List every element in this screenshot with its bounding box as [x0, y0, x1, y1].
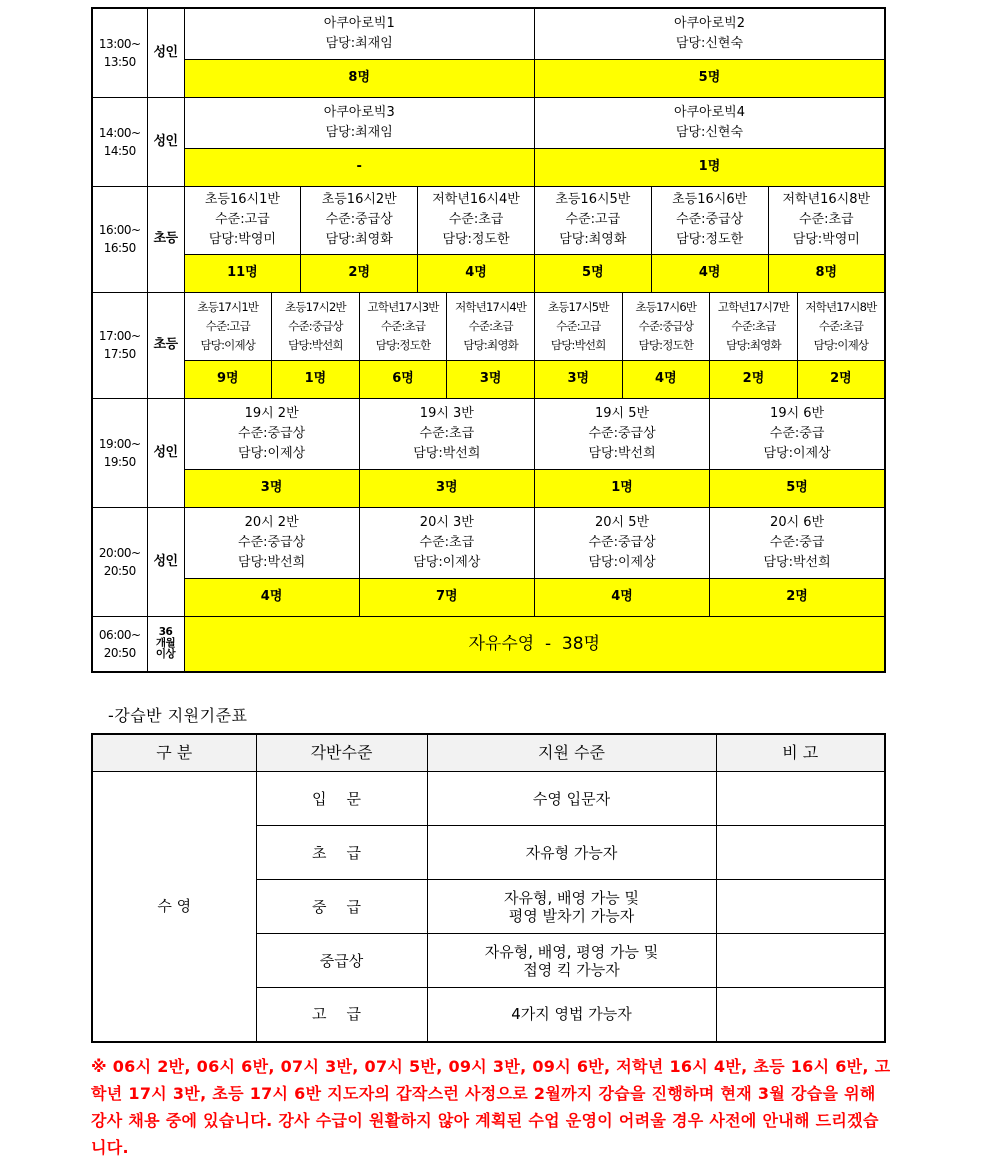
level-cell: 중급 [256, 880, 427, 934]
class-name: 초등16시5반 [555, 192, 631, 207]
category-cell: 초등 [147, 186, 184, 292]
column-header: 비 고 [716, 734, 885, 772]
class-cell [301, 186, 418, 254]
class-count: 2명 [710, 360, 798, 398]
class-cell [359, 398, 534, 469]
class-level: 수준:중급상 [288, 318, 343, 333]
time-slot [92, 186, 147, 292]
class-teacher: 담당:정도한 [638, 337, 694, 352]
class-count: 3명 [359, 469, 534, 507]
class-cell [534, 398, 709, 469]
class-level: 수준:중급 [769, 534, 825, 550]
class-level: 수준:중급상 [588, 534, 656, 550]
class-name: 초등17시5반 [547, 299, 609, 314]
class-count: 6명 [359, 360, 447, 398]
class-cell [359, 507, 534, 578]
class-count: 1명 [272, 360, 360, 398]
class-level: 수준:초급 [380, 318, 426, 333]
class-teacher: 담당:이제상 [413, 554, 481, 570]
level-cell: 초급 [256, 826, 427, 880]
class-schedule-table [91, 7, 886, 673]
class-name: 초등17시2반 [285, 299, 346, 314]
class-teacher: 담당:최재임 [325, 35, 393, 51]
class-name: 저학년16시4반 [432, 192, 520, 207]
class-cell [184, 292, 272, 360]
class-teacher: 담당:정도한 [442, 232, 510, 247]
class-teacher: 담당:박선희 [238, 554, 306, 570]
class-count: 2명 [710, 578, 885, 616]
class-name: 초등16시2반 [321, 192, 397, 207]
column-header: 각반수준 [256, 734, 427, 772]
support-cell: 수영 입문자 [427, 772, 716, 826]
note-cell [716, 826, 885, 880]
category-cell: 수 영 [92, 772, 256, 1042]
class-teacher: 담당:최영화 [726, 337, 781, 352]
class-level: 수준:고급 [565, 212, 621, 227]
category-cell: 성인 [147, 398, 184, 507]
class-count: 3명 [534, 360, 622, 398]
class-cell [447, 292, 535, 360]
support-cell: 자유형, 배영 가능 및 평영 발차기 가능자 [427, 880, 716, 934]
class-cell [184, 8, 534, 59]
class-teacher: 담당:최영화 [559, 232, 627, 247]
level-cell: 고급 [256, 988, 427, 1042]
class-count: 5명 [710, 469, 885, 507]
class-name: 초등16시6반 [672, 192, 748, 207]
class-level: 수준:고급 [205, 318, 250, 333]
table-row [92, 772, 885, 826]
class-count: 8명 [184, 59, 534, 97]
class-teacher: 담당:이제상 [200, 337, 256, 352]
category-label: 36 개월 이상 [155, 626, 176, 661]
column-header: 지원 수준 [427, 734, 716, 772]
class-name: 아쿠아로빅3 [323, 104, 395, 120]
class-name: 19시 3반 [419, 405, 474, 421]
class-teacher: 담당:이제상 [588, 554, 656, 570]
class-teacher: 담당:정도한 [676, 232, 744, 247]
class-name: 고학년17시3반 [367, 299, 439, 314]
class-count: 4명 [418, 254, 535, 292]
time-slot [92, 97, 147, 186]
class-name: 20시 6반 [770, 514, 825, 530]
free-swim-cell [184, 616, 885, 672]
class-teacher: 담당:박영미 [792, 232, 860, 247]
category-cell: 초등 [147, 292, 184, 398]
class-count: 2명 [301, 254, 418, 292]
class-count: 2명 [797, 360, 885, 398]
note-cell [716, 988, 885, 1042]
class-teacher: 담당:이제상 [763, 445, 831, 461]
class-cell [359, 292, 447, 360]
class-count: 11명 [184, 254, 301, 292]
class-level: 수준:초급 [448, 212, 504, 227]
class-name: 아쿠아로빅4 [673, 104, 745, 120]
class-name: 20시 5반 [595, 514, 650, 530]
time-label: 20:00~ 20:50 [98, 545, 141, 578]
class-level: 수준:고급 [556, 318, 601, 333]
notice-text: ※ 06시 2반, 06시 6반, 07시 3반, 07시 5반, 09시 3반, 09시 6반, 저학년 16시 4반, 초등 16시 6반, 고학년 17시 3반, 초등 17시 6반 지도자의 갑작스런 사정으로 2월까지 강습을 진행하며 현재 3월 강습을 위해 강사 채용 중에 있습니다. 강사 수급이 원활하지 않아 계획된 수업 운영이 어려울 경우 사전에 안내해 드리겠습니다. [91, 1057, 891, 1157]
class-level: 수준:중급상 [325, 212, 393, 227]
free-swim-label: 자유수영 - 38명 [468, 633, 600, 654]
class-cell [534, 507, 709, 578]
table-header-row [92, 734, 885, 772]
support-criteria-table [91, 733, 886, 1043]
class-teacher: 담당:이제상 [238, 445, 306, 461]
class-name: 아쿠아로빅2 [673, 15, 745, 31]
class-level: 수준:중급상 [638, 318, 694, 333]
class-name: 초등17시6반 [635, 299, 697, 314]
class-count: 3명 [184, 469, 359, 507]
support-cell: 자유형 가능자 [427, 826, 716, 880]
class-cell [797, 292, 885, 360]
class-level: 수준:중급 [769, 425, 825, 441]
support-table-title: -강습반 지원기준표 [108, 706, 248, 725]
class-teacher: 담당:신현숙 [675, 35, 744, 51]
class-teacher: 담당:박선희 [413, 445, 481, 461]
class-cell [768, 186, 885, 254]
class-name: 고학년17시7반 [717, 299, 790, 314]
class-teacher: 담당:최영화 [463, 337, 518, 352]
column-header: 구 분 [92, 734, 256, 772]
time-slot [92, 292, 147, 398]
class-cell [710, 292, 798, 360]
class-cell [534, 292, 622, 360]
class-count: 5명 [534, 59, 885, 97]
level-cell: 중급상 [256, 934, 427, 988]
class-count: 8명 [768, 254, 885, 292]
note-cell [716, 772, 885, 826]
class-count: 5명 [534, 254, 651, 292]
category-cell [147, 616, 184, 672]
class-cell [418, 186, 535, 254]
class-level: 수준:초급 [419, 425, 475, 441]
class-cell [622, 292, 710, 360]
class-count: 7명 [359, 578, 534, 616]
class-name: 초등17시1반 [197, 299, 259, 314]
class-teacher: 담당:최재임 [325, 124, 393, 140]
class-name: 저학년17시4반 [455, 299, 527, 314]
time-label: 06:00~ 20:50 [98, 627, 141, 660]
class-count: 4명 [534, 578, 709, 616]
class-name: 20시 3반 [419, 514, 474, 530]
note-cell [716, 934, 885, 988]
class-teacher: 담당:이제상 [813, 337, 869, 352]
time-label: 13:00~ 13:50 [98, 36, 141, 69]
class-name: 저학년17시8반 [805, 299, 877, 314]
class-level: 수준:초급 [419, 534, 475, 550]
class-cell [272, 292, 360, 360]
support-cell: 4가지 영법 가능자 [427, 988, 716, 1042]
class-teacher: 담당:최영화 [325, 232, 393, 247]
class-name: 19시 6반 [770, 405, 825, 421]
class-level: 수준:초급 [818, 318, 864, 333]
class-level: 수준:초급 [798, 212, 854, 227]
class-teacher: 담당:신현숙 [675, 124, 744, 140]
class-cell [534, 186, 651, 254]
class-level: 수준:초급 [468, 318, 513, 333]
category-cell: 성인 [147, 97, 184, 186]
time-label: 19:00~ 19:50 [98, 436, 141, 469]
class-count: 9명 [184, 360, 272, 398]
class-cell [184, 186, 301, 254]
class-cell [710, 398, 885, 469]
class-level: 수준:중급상 [676, 212, 744, 227]
class-teacher: 담당:박영미 [208, 232, 276, 247]
class-name: 19시 2반 [244, 405, 299, 421]
class-name: 저학년16시8반 [782, 192, 871, 207]
class-cell [534, 97, 885, 148]
class-teacher: 담당:박선희 [288, 337, 343, 352]
class-level: 수준:고급 [215, 212, 270, 227]
class-teacher: 담당:정도한 [375, 337, 431, 352]
category-cell: 성인 [147, 507, 184, 616]
class-count: - [184, 148, 534, 186]
time-label: 17:00~ 17:50 [98, 329, 141, 361]
support-cell: 자유형, 배영, 평영 가능 및 접영 킥 가능자 [427, 934, 716, 988]
class-cell [651, 186, 768, 254]
class-name: 19시 5반 [595, 405, 650, 421]
class-teacher: 담당:박선희 [763, 554, 831, 570]
class-cell [184, 507, 359, 578]
class-cell [710, 507, 885, 578]
class-name: 20시 2반 [244, 514, 299, 530]
time-slot [92, 616, 147, 672]
class-teacher: 담당:박선희 [588, 445, 656, 461]
time-slot [92, 507, 147, 616]
time-label: 16:00~ 16:50 [98, 223, 141, 255]
class-count: 4명 [622, 360, 710, 398]
class-count: 4명 [184, 578, 359, 616]
class-level: 수준:중급상 [588, 425, 656, 441]
class-level: 수준:중급상 [238, 425, 306, 441]
class-count: 3명 [447, 360, 535, 398]
class-level: 수준:초급 [731, 318, 776, 333]
class-count: 4명 [651, 254, 768, 292]
time-slot [92, 8, 147, 97]
time-label: 14:00~ 14:50 [98, 125, 141, 158]
class-name: 초등16시1반 [204, 192, 280, 207]
class-cell [534, 8, 885, 59]
level-cell: 입문 [256, 772, 427, 826]
class-count: 1명 [534, 469, 709, 507]
class-level: 수준:중급상 [238, 534, 306, 550]
note-cell [716, 880, 885, 934]
class-cell [184, 97, 534, 148]
class-count: 1명 [534, 148, 885, 186]
class-cell [184, 398, 359, 469]
time-slot [92, 398, 147, 507]
class-name: 아쿠아로빅1 [323, 15, 395, 31]
class-teacher: 담당:박선희 [550, 337, 606, 352]
category-cell: 성인 [147, 8, 184, 97]
